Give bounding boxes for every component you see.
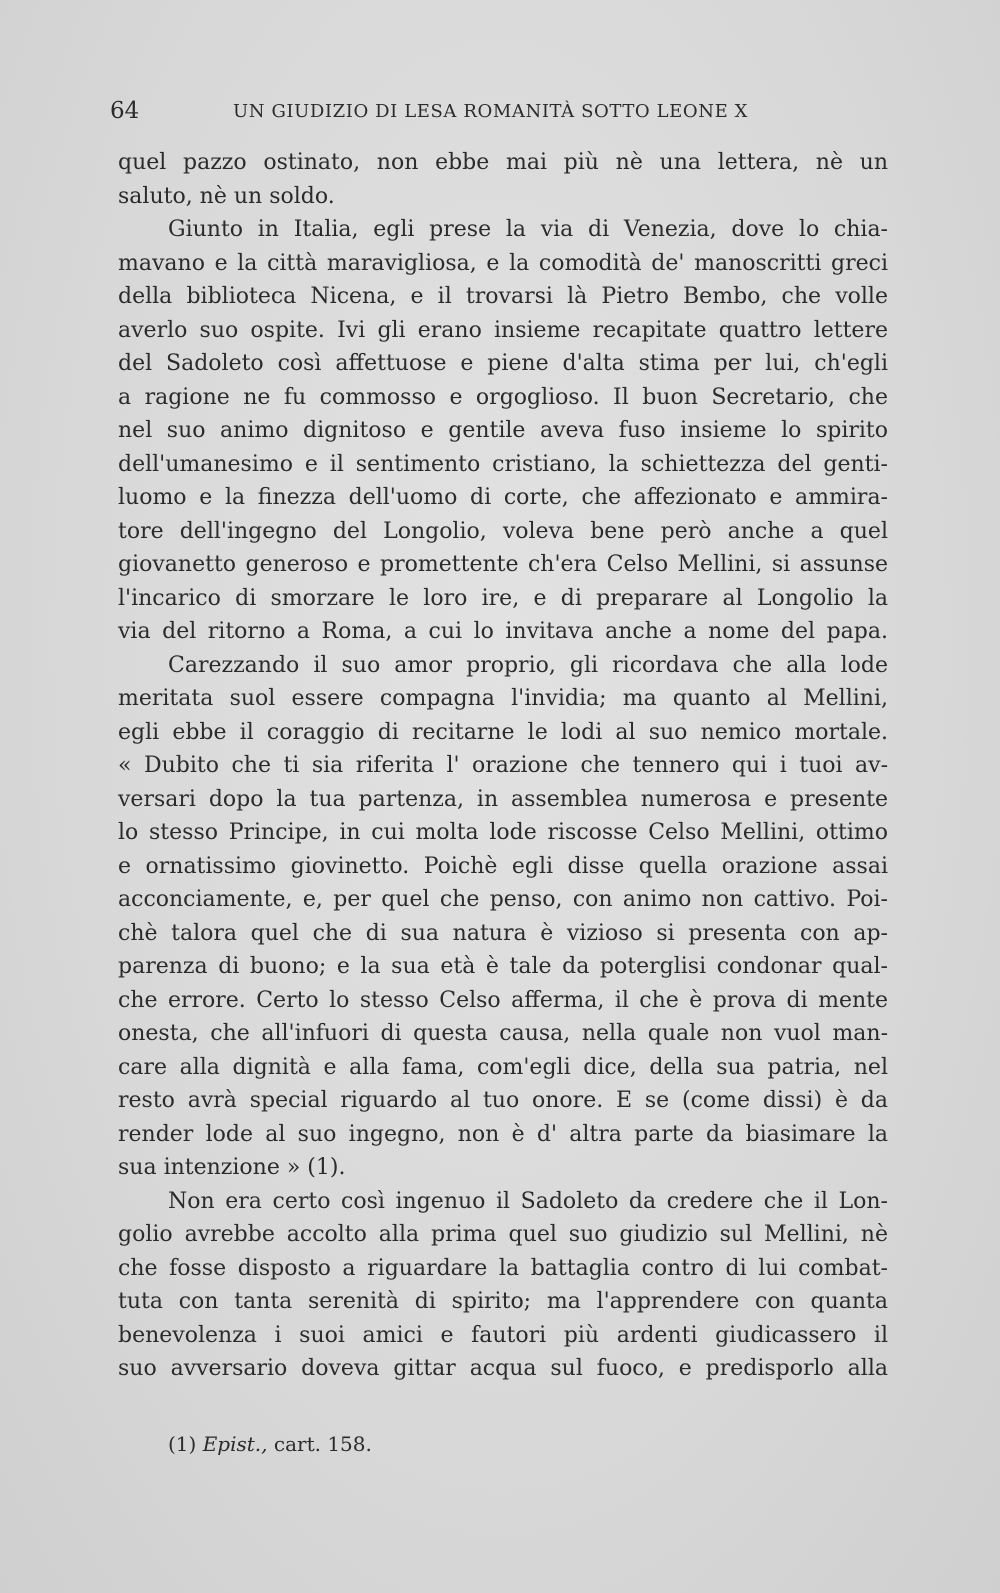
text-line: Carezzando il suo amor proprio, gli ricordava che alla lode — [168, 652, 888, 678]
text-line: versari dopo la tua partenza, in assemblea numerosa e presente — [118, 786, 888, 812]
footnote-marker: (1) — [168, 1432, 197, 1456]
page-number: 64 — [110, 98, 140, 124]
text-line: suo avversario doveva gittar acqua sul fuoco, e predisporlo alla — [118, 1356, 888, 1381]
footnote-reference: cart. 158. — [273, 1432, 372, 1456]
text-line: « Dubito che ti sia riferita l' orazione che tennero qui i tuoi av- — [118, 753, 888, 778]
footnote — [168, 1432, 372, 1456]
text-line: nel suo animo dignitoso e gentile aveva fuso insieme lo spirito — [118, 418, 888, 443]
text-line: resto avrà special riguardo al tuo onore. E se (come dissi) è da — [118, 1088, 888, 1113]
running-head: UN GIUDIZIO DI LESA ROMANITÀ SOTTO LEONE X — [233, 101, 749, 122]
text-line: lo stesso Principe, in cui molta lode riscosse Celso Mellini, ottimo — [118, 820, 888, 845]
text-line: chè talora quel che di sua natura è vizioso si presenta con ap- — [118, 920, 888, 946]
text-line: meritata suol essere compagna l'invidia; ma quanto al Mellini, — [118, 686, 888, 711]
page-header — [110, 98, 900, 128]
text-line: del Sadoleto così affettuose e piene d'alta stima per lui, ch'egli — [118, 351, 888, 376]
footnote-source: Epist., — [202, 1432, 268, 1456]
text-line: Giunto in Italia, egli prese la via di Venezia, dove lo chia- — [168, 217, 888, 242]
text-line: che fosse disposto a riguardare la battaglia contro di lui combat- — [118, 1255, 888, 1281]
text-line: onesta, che all'infuori di questa causa, nella quale non vuol man- — [118, 1021, 888, 1046]
text-line: via del ritorno a Roma, a cui lo invitava anche a nome del papa. — [118, 619, 888, 644]
text-line: saluto, nè un soldo. — [118, 183, 335, 209]
text-line: della biblioteca Nicena, e il trovarsi là Pietro Bembo, che volle — [118, 284, 888, 309]
text-line: giovanetto generoso e promettente ch'era Celso Mellini, si assunse — [118, 552, 888, 577]
text-line: benevolenza i suoi amici e fautori più ardenti giudicassero il — [118, 1322, 888, 1348]
text-line: Non era certo così ingenuo il Sadoleto da credere che il Lon- — [168, 1188, 888, 1214]
text-line: acconciamente, e, per quel che penso, con animo non cattivo. Poi- — [118, 887, 888, 912]
text-line: dell'umanesimo e il sentimento cristiano, la schiettezza del genti- — [118, 451, 888, 477]
text-line: l'incarico di smorzare le loro ire, e di preparare al Longolio la — [118, 585, 888, 611]
text-line: parenza di buono; e la sua età è tale da poterglisi condonar qual- — [118, 954, 888, 979]
text-line: egli ebbe il coraggio di recitarne le lodi al suo nemico mortale. — [118, 719, 888, 745]
text-line: tuta con tanta serenità di spirito; ma l'apprendere con quanta — [118, 1289, 888, 1314]
text-line: che errore. Certo lo stesso Celso afferma, il che è prova di mente — [118, 987, 888, 1013]
text-line: luomo e la finezza dell'uomo di corte, che affezionato e ammira- — [118, 485, 888, 510]
text-line: averlo suo ospite. Ivi gli erano insieme recapitate quattro lettere — [118, 317, 888, 343]
body-text — [118, 146, 888, 1386]
text-line: sua intenzione » (1). — [118, 1155, 346, 1180]
text-line: a ragione ne fu commosso e orgoglioso. Il buon Secretario, che — [118, 384, 888, 410]
text-line: tore dell'ingegno del Longolio, voleva bene però anche a quel — [118, 518, 888, 544]
text-line: mavano e la città maravigliosa, e la comodità de' manoscritti greci — [118, 250, 888, 276]
text-line: care alla dignità e alla fama, com'egli dice, della sua patria, nel — [118, 1054, 888, 1080]
text-line: e ornatissimo giovinetto. Poichè egli disse quella orazione assai — [118, 853, 888, 879]
text-line: golio avrebbe accolto alla prima quel suo giudizio sul Mellini, nè — [118, 1222, 888, 1247]
text-line: quel pazzo ostinato, non ebbe mai più nè una lettera, nè un — [118, 150, 888, 175]
text-line: render lode al suo ingegno, non è d' altra parte da biasimare la — [118, 1121, 888, 1147]
